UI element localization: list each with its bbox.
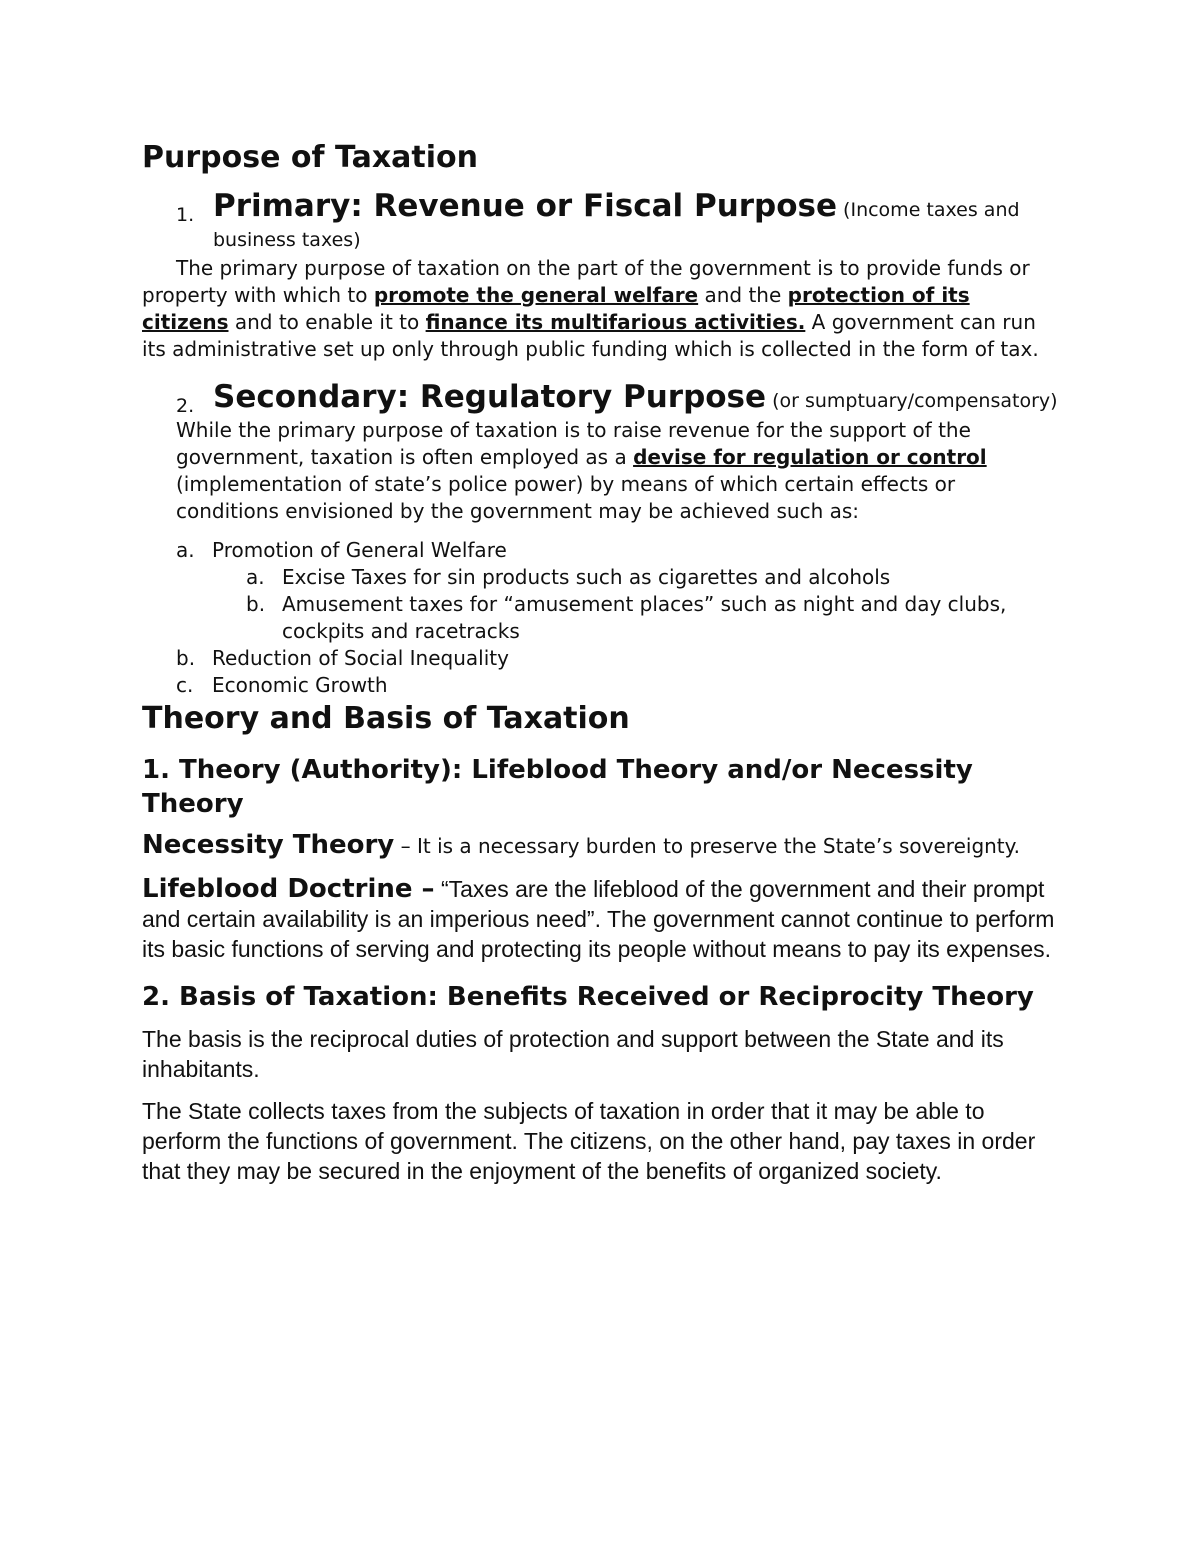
list-number: 2.: [176, 395, 195, 417]
emphasis-regulation-control: devise for regulation or control: [633, 445, 987, 469]
basis-paragraph-2: The State collects taxes from the subjects of taxation in order that it may be able to perform the functions of government. The citizens, on the other hand, pay taxes in order that they may be secured in the enjoyment of the benefits of organized society.: [142, 1098, 1036, 1184]
basis-paragraph-1: The basis is the reciprocal duties of protection and support between the State and its inhabitants.: [142, 1026, 1004, 1082]
list-number: 1.: [176, 204, 195, 226]
secondary-purpose-paragraph: While the primary purpose of taxation is to raise revenue for the support of the government, taxation is often employed as a devise for regulation or control (implementation of state’s police power) by means of which certain effects or conditions envisioned by the government may be achieved such as:: [176, 418, 987, 523]
heading-basis-of-taxation: 2. Basis of Taxation: Benefits Received or Reciprocity Theory: [142, 982, 1034, 1012]
necessity-theory-paragraph: Necessity Theory – It is a necessary burden to preserve the State’s sovereignty.: [142, 830, 1020, 860]
lifeblood-doctrine-paragraph: Lifeblood Doctrine – “Taxes are the lifeblood of the government and their prompt and certain availability is an imperious need”. The government cannot continue to perform its basic functions of serving and protecting its people without means to pay its expenses.: [142, 874, 1055, 962]
primary-purpose-note: (Income taxes and business taxes): [213, 199, 1020, 251]
list-item-secondary: [176, 379, 1062, 417]
emphasis-protection-citizens: protection of its citizens: [142, 283, 970, 334]
list-item: b. Reduction of Social Inequality: [176, 646, 509, 670]
secondary-purpose-note: (or sumptuary/compensatory): [766, 390, 1058, 412]
heading-purpose-of-taxation: Purpose of Taxation: [142, 140, 479, 175]
emphasis-multifarious-activities: finance its multifarious activities.: [425, 310, 806, 334]
list-item-primary: [176, 188, 1062, 255]
list-item: c. Economic Growth: [176, 673, 388, 697]
lifeblood-doctrine-label: Lifeblood Doctrine –: [142, 874, 435, 904]
heading-theory-authority: 1. Theory (Authority): Lifeblood Theory and/or Necessity Theory: [142, 755, 973, 819]
emphasis-general-welfare: promote the general welfare: [373, 283, 699, 307]
list-item: a. Promotion of General Welfare: [176, 538, 507, 562]
list-item: a. Excise Taxes for sin products such as cigarettes and alcohols: [246, 565, 891, 589]
secondary-purpose-heading: Secondary: Regulatory Purpose: [213, 379, 767, 415]
primary-purpose-paragraph: The primary purpose of taxation on the part of the government is to provide funds or property with which to promote the general welfare and the protection of its citizens and to enable it to finance its multifarious activities. A government can run its administrative set up only through public funding which is collected in the form of tax.: [142, 256, 1039, 361]
heading-theory-and-basis: Theory and Basis of Taxation: [142, 701, 630, 736]
necessity-theory-label: Necessity Theory: [142, 830, 395, 860]
primary-purpose-heading: Primary: Revenue or Fiscal Purpose: [213, 188, 838, 224]
regulatory-effects-list: [176, 537, 1062, 699]
list-item: b. Amusement taxes for “amusement places” such as night and day clubs, cockpits and racetracks: [246, 592, 1007, 643]
document-content: [142, 138, 1062, 1186]
